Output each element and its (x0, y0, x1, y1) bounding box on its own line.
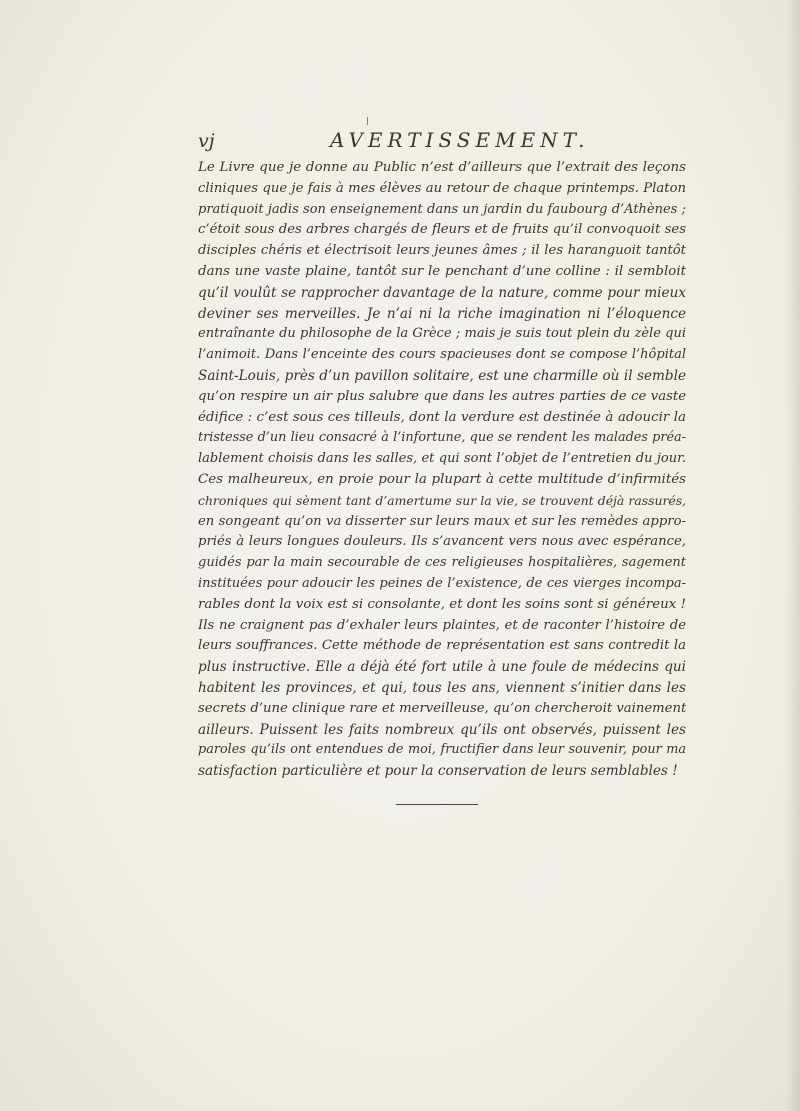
text-line: paroles qu’ils ont entendues de moi, fructifier dans leur souvenir, pour ma (198, 742, 686, 758)
print-mark (367, 117, 368, 125)
text-line: Saint-Louis, près d’un pavillon solitaire, est une charmille où il semble (198, 367, 686, 384)
text-line: lablement choisis dans les salles, et qui sont l’objet de l’entretien du jour. (198, 451, 686, 467)
text-line: plus instructive. Elle a déjà été fort utile à une foule de médecins qui (198, 659, 686, 676)
page-number: vj (198, 130, 215, 152)
text-line: en songeant qu’on va disserter sur leurs maux et sur les remèdes appro- (198, 513, 686, 529)
page-header (198, 128, 726, 154)
text-line: c’étoit sous des arbres chargés de fleurs et de fruits qu’il convoquoit ses (198, 222, 686, 238)
text-line: secrets d’une clinique rare et merveilleuse, qu’on chercheroit vainement (198, 700, 686, 716)
text-line: dans une vaste plaine, tantôt sur le penchant d’une colline : il sembloit (198, 263, 686, 279)
text-line: instituées pour adoucir les peines de l’existence, de ces vierges incompa- (198, 575, 686, 591)
text-line: deviner ses merveilles. Je n’ai ni la riche imagination ni l’éloquence (198, 305, 686, 322)
text-line: Le Livre que je donne au Public n’est d’ailleurs que l’extrait des leçons (198, 160, 686, 175)
text-line: édifice : c’est sous ces tilleuls, dont la verdure est destinée à adoucir la (198, 409, 686, 425)
body-text (198, 158, 686, 782)
text-line: priés à leurs longues douleurs. Ils s’avancent vers nous avec espérance, (198, 534, 686, 550)
text-line: satisfaction particulière et pour la conservation de leurs semblables ! (198, 763, 678, 780)
text-line: ailleurs. Puissent les faits nombreux qu’ils ont observés, puissent les (198, 721, 686, 738)
text-line: habitent les provinces, et qui, tous les ans, viennent s’initier dans les (198, 679, 686, 696)
text-line: pratiquoit jadis son enseignement dans un jardin du faubourg d’Athènes ; (198, 201, 686, 217)
text-line: qu’on respire un air plus salubre que dans les autres parties de ce vaste (198, 388, 686, 404)
text-line: guidés par la main secourable de ces religieuses hospitalières, sagement (198, 555, 686, 571)
page-edge-shadow (786, 0, 800, 1111)
text-line: entraînante du philosophe de la Grèce ; mais je suis tout plein du zèle qui (198, 326, 686, 342)
text-line: cliniques que je fais à mes élèves au retour de chaque printemps. Platon (198, 180, 686, 196)
text-line: leurs souffrances. Cette méthode de représentation est sans contredit la (198, 638, 686, 654)
text-line: disciples chéris et électrisoit leurs jeunes âmes ; il les haranguoit tantôt (198, 243, 686, 259)
text-line: chroniques qui sèment tant d’amertume sur la vie, se trouvent déjà rassurés, (198, 492, 686, 508)
text-line: tristesse d’un lieu consacré à l’infortune, que se rendent les malades préa- (198, 430, 686, 446)
text-line: l’animoit. Dans l’enceinte des cours spacieuses dont se compose l’hôpital (198, 347, 686, 363)
section-divider (396, 804, 478, 805)
text-line: qu’il voulût se rapprocher davantage de la nature, comme pour mieux (198, 284, 686, 301)
text-line: rables dont la voix est si consolante, et dont les soins sont si généreux ! (198, 596, 686, 612)
text-line: Ces malheureux, en proie pour la plupart à cette multitude d’infirmités (198, 471, 686, 487)
text-line: Ils ne craignent pas d’exhaler leurs plaintes, et de raconter l’histoire de (198, 617, 686, 633)
running-title: AVERTISSEMENT. (330, 128, 590, 152)
